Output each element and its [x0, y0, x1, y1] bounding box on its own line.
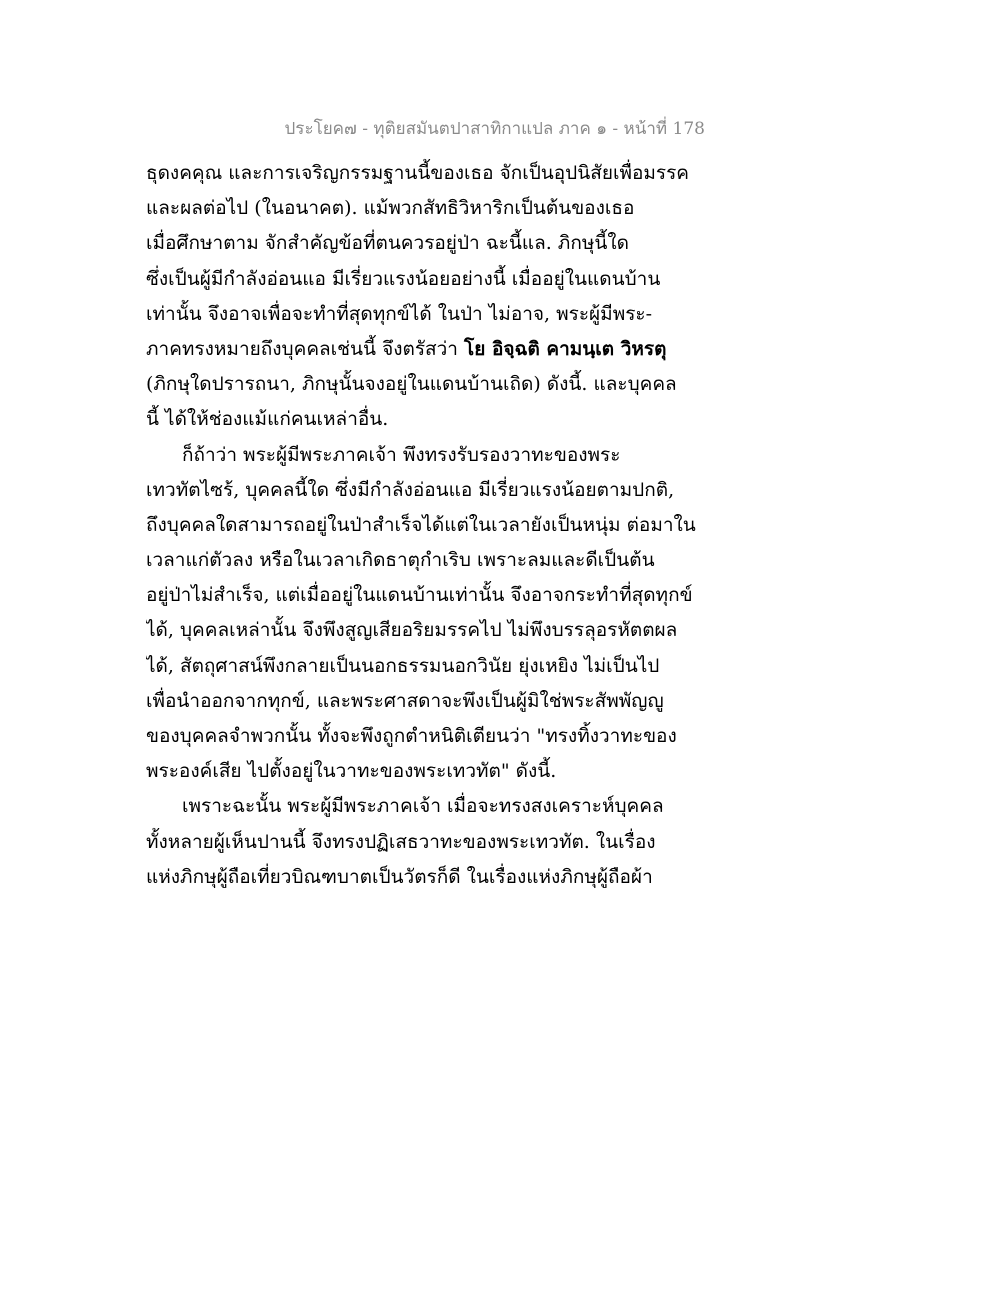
text-line: ถึงบุคคลใดสามารถอยู่ในป่าสำเร็จได้แต่ในเวลายังเป็นหนุ่ม ต่อมาใน [146, 513, 696, 536]
text-line: ทั้งหลายผู้เห็นปานนี้ จึงทรงปฏิเสธวาทะของพระเทวทัต. ในเรื่อง [146, 830, 656, 853]
body-text [146, 156, 706, 895]
text-line: ของบุคคลจำพวกนั้น ทั้งจะพึงถูกตำหนิติเตียนว่า "ทรงทิ้งวาทะของ [146, 725, 677, 747]
running-header: ประโยค๗ - ทุติยสมันตปาสาทิกาแปล ภาค ๑ - หน้าที่ 178 [284, 119, 705, 139]
text-line: เมื่อศึกษาตาม จักสำคัญข้อที่ตนควรอยู่ป่า ฉะนี้แล. ภิกษุนี้ใด [146, 232, 629, 255]
text-line: เพื่อนำออกจากทุกข์, และพระศาสดาจะพึงเป็นผู้มิใช่พระสัพพัญญู [146, 689, 664, 712]
paragraph-start-line: ก็ถ้าว่า พระผู้มีพระภาคเจ้า พึงทรงรับรองวาทะของพระ [182, 443, 621, 466]
paragraph-start-line: เพราะฉะนั้น พระผู้มีพระภาคเจ้า เมื่อจะทรงสงเคราะห์บุคคล [182, 795, 664, 818]
text-line: นี้ ได้ให้ช่องแม้แก่คนเหล่าอื่น. [146, 408, 389, 431]
text-line: ได้, สัตถุศาสน์พึงกลายเป็นนอกธรรมนอกวินัย ยุ่งเหยิง ไม่เป็นไป [146, 654, 660, 677]
text-line: เวลาแก่ตัวลง หรือในเวลาเกิดธาตุกำเริบ เพราะลมและดีเป็นต้น [146, 549, 655, 572]
text-segment: ภาคทรงหมายถึงบุคคลเช่นนี้ จึงตรัสว่า [146, 337, 464, 360]
text-line: ได้, บุคคลเหล่านั้น จึงพึงสูญเสียอริยมรรคไป ไม่พึงบรรลุอรหัตตผล [146, 619, 678, 642]
pali-quote: โย อิจฺฉติ คามนฺเต วิหรตุ [464, 337, 667, 360]
text-line: เทวทัตไซร้, บุคคลนี้ใด ซึ่งมีกำลังอ่อนแอ มีเรี่ยวแรงน้อยตามปกติ, [146, 478, 675, 501]
text-line: (ภิกษุใดปรารถนา, ภิกษุนั้นจงอยู่ในแดนบ้านเถิด) ดังนี้. และบุคคล [146, 373, 677, 396]
text-line: เท่านั้น จึงอาจเพื่อจะทำที่สุดทุกข์ได้ ในป่า ไม่อาจ, พระผู้มีพระ- [146, 302, 653, 325]
text-line: และผลต่อไป (ในอนาคต). แม้พวกสัทธิวิหาริกเป็นต้นของเธอ [146, 197, 635, 220]
text-line: พระองค์เสีย ไปตั้งอยู่ในวาทะของพระเทวทัต" ดังนี้. [146, 760, 557, 783]
text-line: อยู่ป่าไม่สำเร็จ, แต่เมื่ออยู่ในแดนบ้านเท่านั้น จึงอาจกระทำที่สุดทุกข์ [146, 584, 693, 607]
text-line: ธุดงคคุณ และการเจริญกรรมฐานนี้ของเธอ จักเป็นอุปนิสัยเพื่อมรรค [146, 162, 690, 184]
text-line: แห่งภิกษุผู้ถือเที่ยวบิณฑบาตเป็นวัตรก็ดี ในเรื่องแห่งภิกษุผู้ถือผ้า [146, 865, 653, 888]
text-line: ซึ่งเป็นผู้มีกำลังอ่อนแอ มีเรี่ยวแรงน้อยอย่างนี้ เมื่ออยู่ในแดนบ้าน [146, 267, 661, 290]
text-line-with-pali-quote [146, 332, 706, 367]
